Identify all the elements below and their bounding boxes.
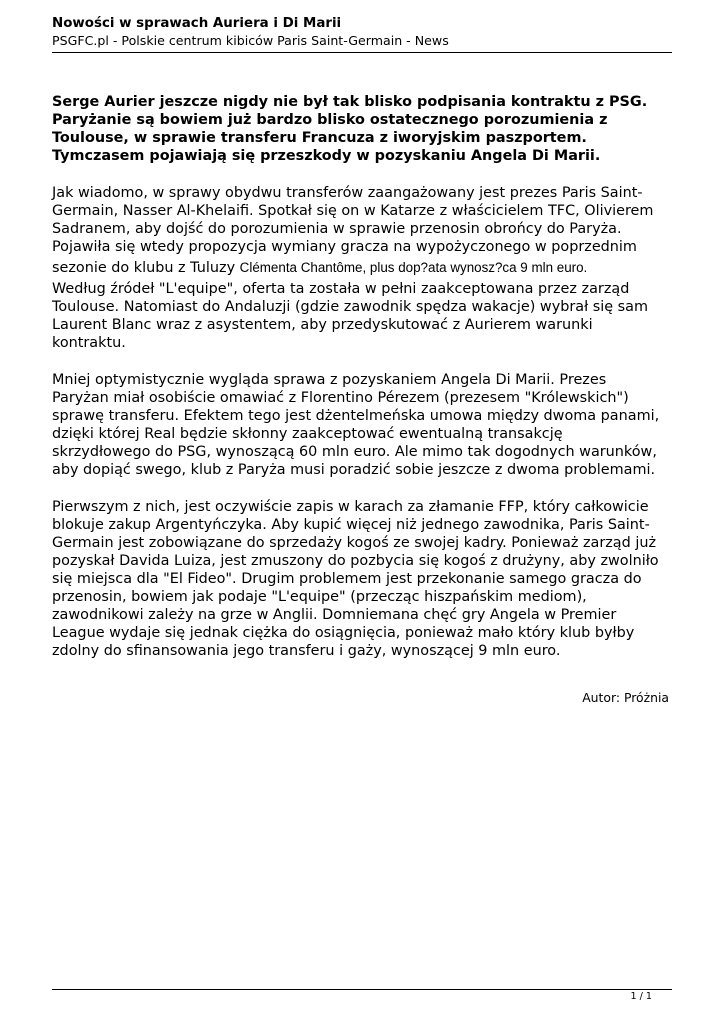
footer-divider: [52, 989, 672, 990]
article-lead: [52, 93, 677, 165]
paragraph-line: Pierwszym z nich, jest oczywiście zapis w karach za złamanie FFP, który całkowicie: [52, 499, 649, 515]
paragraph-line: Laurent Blanc wraz z asystentem, aby przedyskutować z Aurierem warunki: [52, 317, 593, 333]
paragraph-line: pozyskał Davida Luiza, jest zmuszony do pozbycia się kogoś z drużyny, aby zwolniło: [52, 553, 659, 569]
header-divider: [52, 52, 672, 53]
paragraph-line: League wydaje się jednak ciężka do osiągnięcia, ponieważ mało który klub byłby: [52, 625, 635, 641]
lead-line: Toulouse, w sprawie transferu Francuza z iworyjskim paszportem.: [52, 130, 587, 146]
paragraph-line: zawodnikowi zależy na grze w Anglii. Domniemana chęć gry Angela w Premier: [52, 607, 617, 623]
paragraph-line-start: sezonie do klubu z Tuluzy: [52, 260, 240, 276]
paragraph-line: zdolny do sfinansowania jego transferu i gaży, wynoszącej 9 mln euro.: [52, 643, 561, 659]
paragraph-3: [52, 498, 677, 660]
document-title: Nowości w sprawach Auriera i Di Marii: [52, 16, 342, 31]
paragraph-line: Pojawiła się wtedy propozycja wymiany gracza na wypożyczonego w poprzednim: [52, 239, 637, 255]
paragraph-line: [52, 256, 677, 280]
paragraph-1: [52, 184, 677, 352]
site-subtitle: PSGFC.pl - Polskie centrum kibiców Paris Saint-Germain - News: [52, 33, 449, 48]
paragraph-line: Jak wiadomo, w sprawy obydwu transferów zaangażowany jest prezes Paris Saint-: [52, 185, 643, 201]
paragraph-line: blokuje zakup Argentyńczyka. Aby kupić więcej niż jednego zawodnika, Paris Saint-: [52, 517, 650, 533]
lead-line: Serge Aurier jeszcze nigdy nie był tak blisko podpisania kontraktu z PSG.: [52, 94, 648, 110]
paragraph-line: skrzydłowego do PSG, wynoszącą 60 mln euro. Ale mimo tak dogodnych warunków,: [52, 444, 657, 460]
paragraph-line: się miejsca dla "El Fideo". Drugim problemem jest przekonanie samego gracza do: [52, 571, 642, 587]
paragraph-line: kontraktu.: [52, 335, 126, 351]
paragraph-line: Germain jest zobowiązane do sprzedaży kogoś ze swojej kadry. Ponieważ zarząd już: [52, 535, 657, 551]
paragraph-line: aby dopiąć swego, klub z Paryża musi poradzić sobie jeszcze z dwoma problemami.: [52, 462, 656, 478]
paragraph-line: Mniej optymistycznie wygląda sprawa z pozyskaniem Angela Di Marii. Prezes: [52, 372, 607, 388]
page-number: 1 / 1: [630, 991, 652, 1002]
paragraph-line: Sadranem, aby dojść do porozumienia w sprawie przenosin obrońcy do Paryża.: [52, 221, 622, 237]
paragraph-line: Germain, Nasser Al-Khelaifi. Spotkał się on w Katarze z właścicielem TFC, Olivierem: [52, 203, 654, 219]
article-body: [52, 93, 677, 679]
author-credit: Autor: Próżnia: [582, 690, 669, 705]
paragraph-2: [52, 371, 677, 479]
paragraph-line: przenosin, bowiem jak podaje "L'equipe" (przecząc hiszpańskim mediom),: [52, 589, 587, 605]
page-header: [52, 15, 672, 49]
paragraph-line: sprawę transferu. Efektem tego jest dżentelmeńska umowa między dwoma panami,: [52, 408, 660, 424]
paragraph-line-fallback-font: Clémenta Chantôme, plus dop?ata wynosz?ca 9 mln euro.: [239, 260, 588, 275]
lead-line: Tymczasem pojawiają się przeszkody w pozyskaniu Angela Di Marii.: [52, 148, 601, 164]
paragraph-line: Toulouse. Natomiast do Andaluzji (gdzie zawodnik spędza wakacje) wybrał się sam: [52, 299, 649, 315]
paragraph-line: dzięki której Real będzie skłonny zaakceptować ewentualną transakcję: [52, 426, 563, 442]
paragraph-line: Według źródeł "L'equipe", oferta ta została w pełni zaakceptowana przez zarząd: [52, 281, 630, 297]
paragraph-line: Paryżan miał osobiście omawiać z Florentino Pérezem (prezesem "Królewskich"): [52, 390, 629, 406]
lead-line: Paryżanie są bowiem już bardzo blisko ostatecznego porozumienia z: [52, 112, 608, 128]
